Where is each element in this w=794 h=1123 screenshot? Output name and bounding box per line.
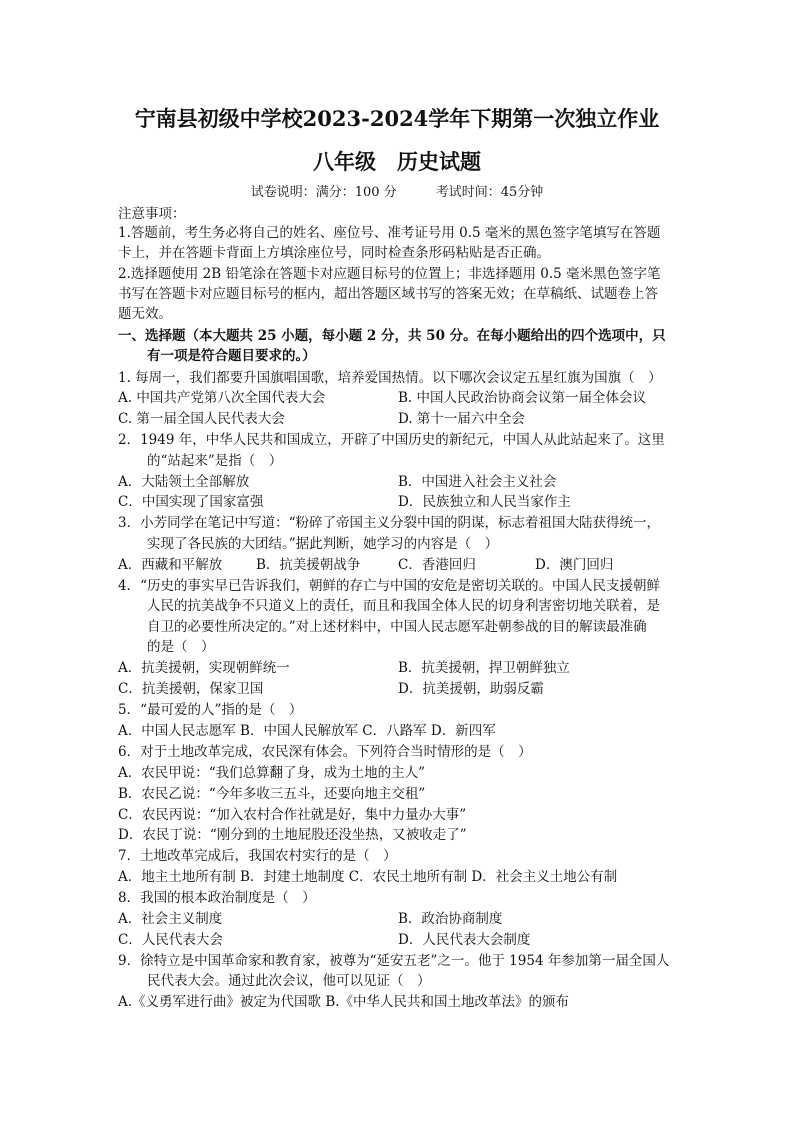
question-4-cont: 自卫的必要性所决定的。”对上述材料中，中国人民志愿军赴朝参战的目的解读最准确 [147, 619, 647, 635]
question-4-cont: 人民的抗美战争不只道义上的责任，而且和我国全体人民的切身利害密切地关联着，是 [147, 598, 660, 614]
option: C．人民代表大会 [118, 932, 223, 948]
question-9-cont: 民代表大会。通过此次会议，他可以见证（ ） [147, 973, 431, 989]
question-8: 8．我国的根本政治制度是（ ） [118, 890, 316, 906]
options-line: A．地主土地所有制 B．封建土地制度 C．农民土地所有制 D．社会主义土地公有制 [118, 869, 618, 885]
option: A．大陆领土全部解放 [118, 474, 250, 490]
option: B．政治协商制度 [398, 911, 503, 927]
section-heading: 一、选择题（本大题共 25 小题，每小题 2 分，共 50 分。在每小题给出的四个选项中，只 [118, 328, 666, 344]
exam-meta: 试卷说明：满分：100 分 考试时间：45分钟 [250, 185, 544, 200]
question-4: 4．“历史的事实早已告诉我们，朝鲜的存亡与中国的安危是密切关联的。中国人民支援朝鲜 [118, 578, 660, 594]
option: C．中国实现了国家富强 [118, 494, 264, 510]
option: D．澳门回归 [535, 557, 614, 573]
exam-subtitle: 八年级 历史试题 [313, 149, 481, 174]
question-3: 3．小芳同学在笔记中写道：“粉碎了帝国主义分裂中国的阴谋，标志着祖国大陆获得统一， [118, 515, 660, 531]
note-line: 书写在答题卡对应题目标号的框内，超出答题区域书写的答案无效；在草稿纸、试题卷上答 [118, 286, 658, 302]
option: C．香港回归 [398, 557, 476, 573]
options-line: A．中国人民志愿军 B．中国人民解放军 C．八路军 D．新四军 [118, 723, 496, 739]
question-4-cont: 的是（ ） [147, 639, 215, 655]
question-7: 7．土地改革完成后，我国农村实行的是（ ） [118, 848, 397, 864]
option: B．抗美援朝战争 [256, 557, 361, 573]
question-2: 2．1949 年，中华人民共和国成立，开辟了中国历史的新纪元，中国人从此站起来了。这里 [118, 432, 665, 448]
option: C．农民丙说：“加入农村合作社就是好，集中力量办大事” [118, 807, 467, 823]
options-line: A.《义勇军进行曲》被定为代国歌 B.《中华人民共和国土地改革法》的颁布 [118, 994, 570, 1010]
exam-title: 宁南县初级中学校2023-2024学年下期第一次独立作业 [134, 106, 660, 131]
option: B．中国进入社会主义社会 [398, 474, 557, 490]
notes-heading: 注意事项： [118, 206, 186, 222]
option: D. 第十一届六中全会 [398, 411, 525, 427]
option: B. 中国人民政治协商会议第一届全体会议 [398, 390, 647, 406]
option: D．抗美援朝，助弱反霸 [398, 681, 544, 697]
option: D．人民代表大会制度 [398, 932, 531, 948]
question-9: 9．徐特立是中国革命家和教育家，被尊为“延安五老”之一。他于 1954 年参加第一届全国人 [118, 953, 670, 969]
note-line: 卡上，并在答题卡背面上方填涂座位号，同时检查条形码粘贴是否正确。 [118, 245, 550, 261]
question-6: 6．对于土地改革完成，农民深有体会。下列符合当时情形的是（ ） [118, 744, 532, 760]
note-line: 2.选择题使用 2B 铅笔涂在答题卡对应题目标号的位置上；非选择题用 0.5 毫米黑色签字笔 [118, 266, 661, 282]
option: D．民族独立和人民当家作主 [398, 494, 571, 510]
option: D．农民丁说：“刚分到的土地屁股还没坐热，又被收走了” [118, 827, 467, 843]
option: C. 第一届全国人民代表大会 [118, 411, 285, 427]
option: A. 中国共产党第八次全国代表大会 [118, 390, 326, 406]
option: B．农民乙说：“今年多收三五斗，还要向地主交租” [118, 786, 426, 802]
option: C．抗美援朝，保家卫国 [118, 681, 264, 697]
question-1: 1. 每周一，我们都要升国旗唱国歌，培养爱国热情。以下哪次会议定五星红旗为国旗（ ） [118, 370, 662, 386]
question-3-cont: 实现了各民族的大团结。”据此判断，她学习的内容是（ ） [147, 536, 499, 552]
note-line: 1.答题前，考生务必将自己的姓名、座位号、准考证号用 0.5 毫米的黑色签字笔填写在答题 [118, 225, 661, 241]
question-5: 5．“最可爱的人”指的是（ ） [118, 702, 303, 718]
option: A．西藏和平解放 [118, 557, 223, 573]
option: A．社会主义制度 [118, 911, 223, 927]
option: A．农民甲说：“我们总算翻了身，成为土地的主人” [118, 765, 426, 781]
question-2-cont: 的“站起来”是指（ ） [147, 453, 283, 469]
note-line: 题无效。 [118, 306, 172, 322]
option: B．抗美援朝，捍卫朝鲜独立 [398, 660, 570, 676]
section-heading-cont: 有一项是符合题目要求的。） [147, 348, 316, 364]
option: A．抗美援朝，实现朝鲜统一 [118, 660, 290, 676]
